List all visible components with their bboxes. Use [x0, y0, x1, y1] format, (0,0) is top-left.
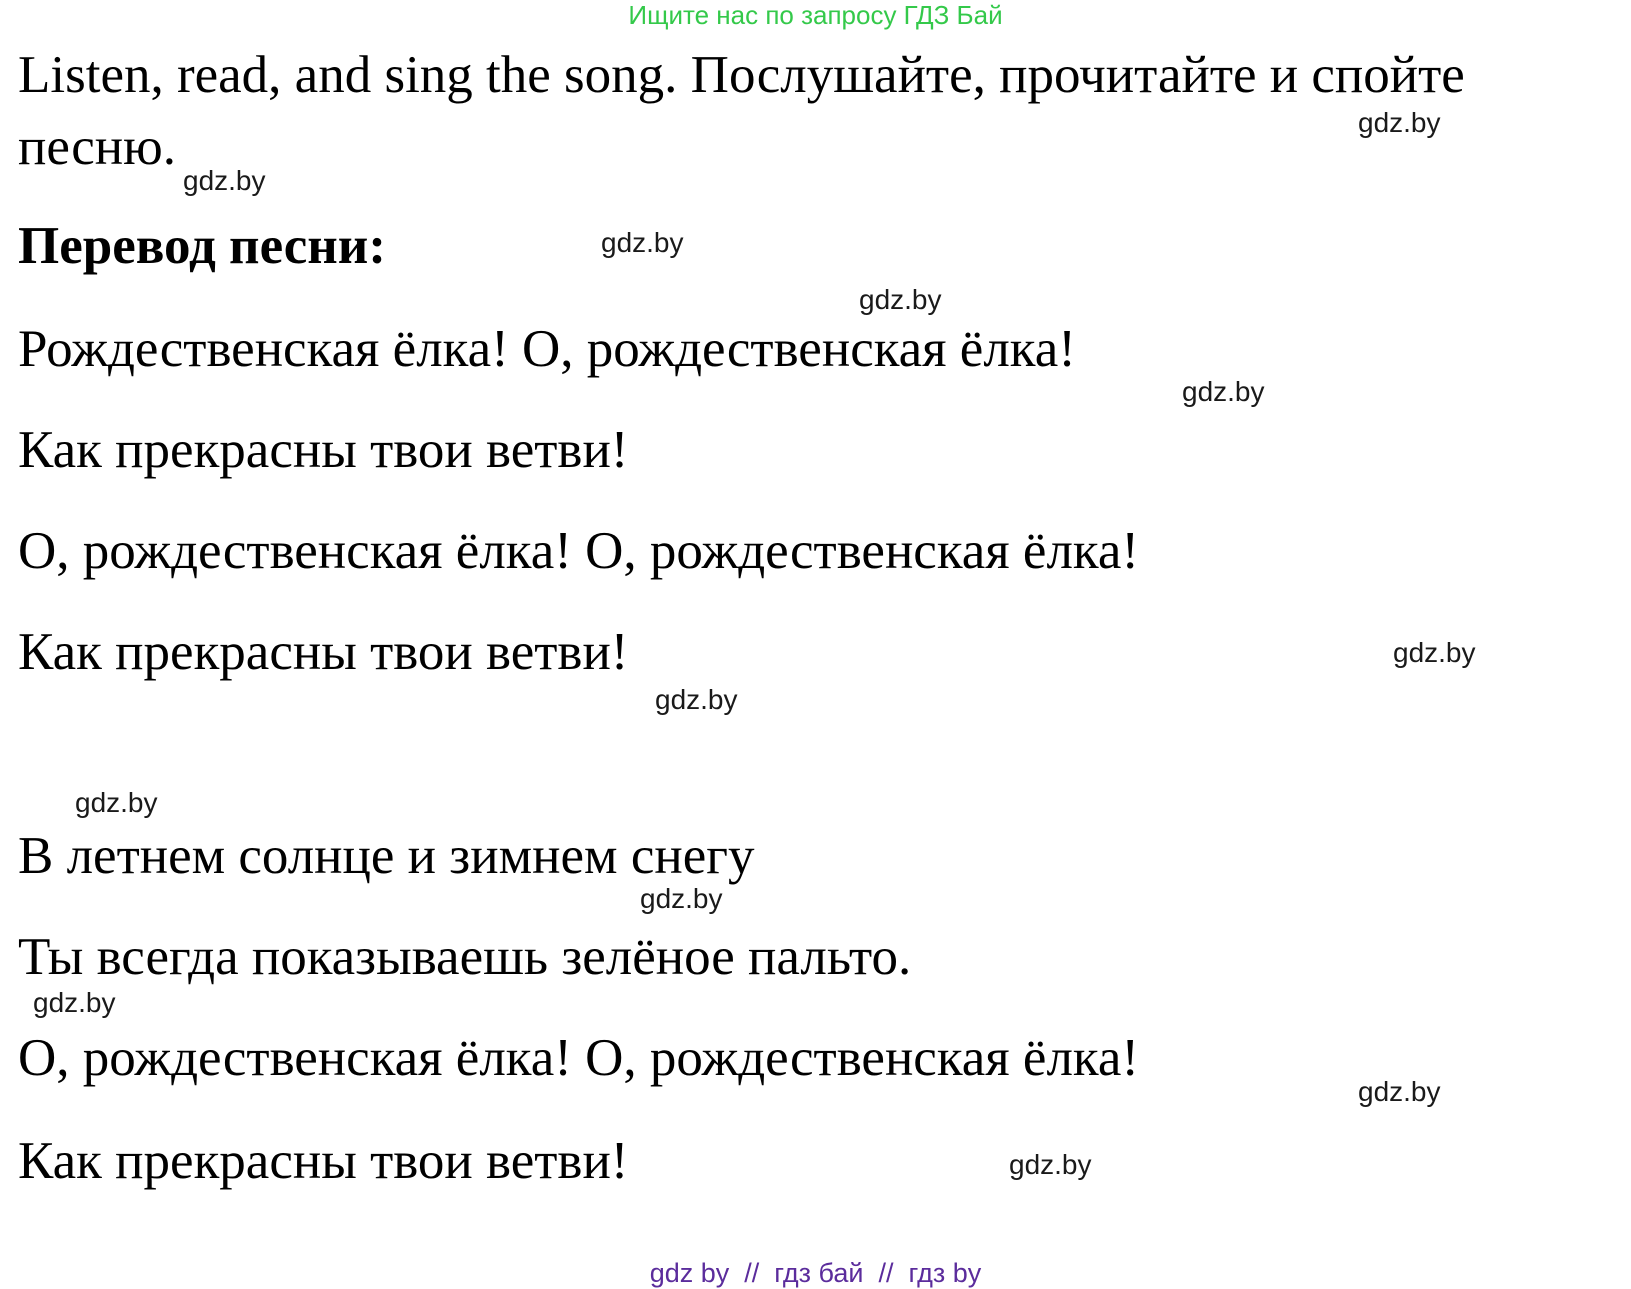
song-line: Как прекрасны твои ветви! — [18, 1132, 629, 1190]
song-line: О, рождественская ёлка! О, рождественская ёлка! — [18, 1029, 1140, 1087]
task-instruction-line-1: Listen, read, and sing the song. Послушайте, прочитайте и спойте — [18, 46, 1465, 104]
watermark: gdz.by — [601, 227, 684, 258]
song-line: Как прекрасны твои ветви! — [18, 421, 629, 479]
watermark: gdz.by — [1009, 1149, 1092, 1180]
song-line: Ты всегда показываешь зелёное пальто. — [18, 928, 912, 986]
footer-links: gdz by // гдз бай // гдз by — [649, 1258, 982, 1288]
watermark: gdz.by — [33, 987, 116, 1018]
task-instruction-line-2: песню. — [18, 118, 176, 176]
watermark: gdz.by — [1358, 107, 1441, 138]
watermark: gdz.by — [655, 684, 738, 715]
song-line: Как прекрасны твои ветви! — [18, 623, 629, 681]
watermark: gdz.by — [640, 883, 723, 914]
watermark: gdz.by — [1182, 376, 1265, 407]
translation-heading: Перевод песни: — [18, 217, 386, 275]
watermark: gdz.by — [1358, 1076, 1441, 1107]
watermark: gdz.by — [183, 165, 266, 196]
song-line: В летнем солнце и зимнем снегу — [18, 827, 755, 885]
watermark: gdz.by — [1393, 637, 1476, 668]
search-hint: Ищите нас по запросу ГДЗ Бай — [628, 0, 1003, 30]
song-line: О, рождественская ёлка! О, рождественская ёлка! — [18, 522, 1140, 580]
watermark: gdz.by — [75, 787, 158, 818]
watermark: gdz.by — [859, 284, 942, 315]
song-line: Рождественская ёлка! О, рождественская ёлка! — [18, 320, 1076, 378]
